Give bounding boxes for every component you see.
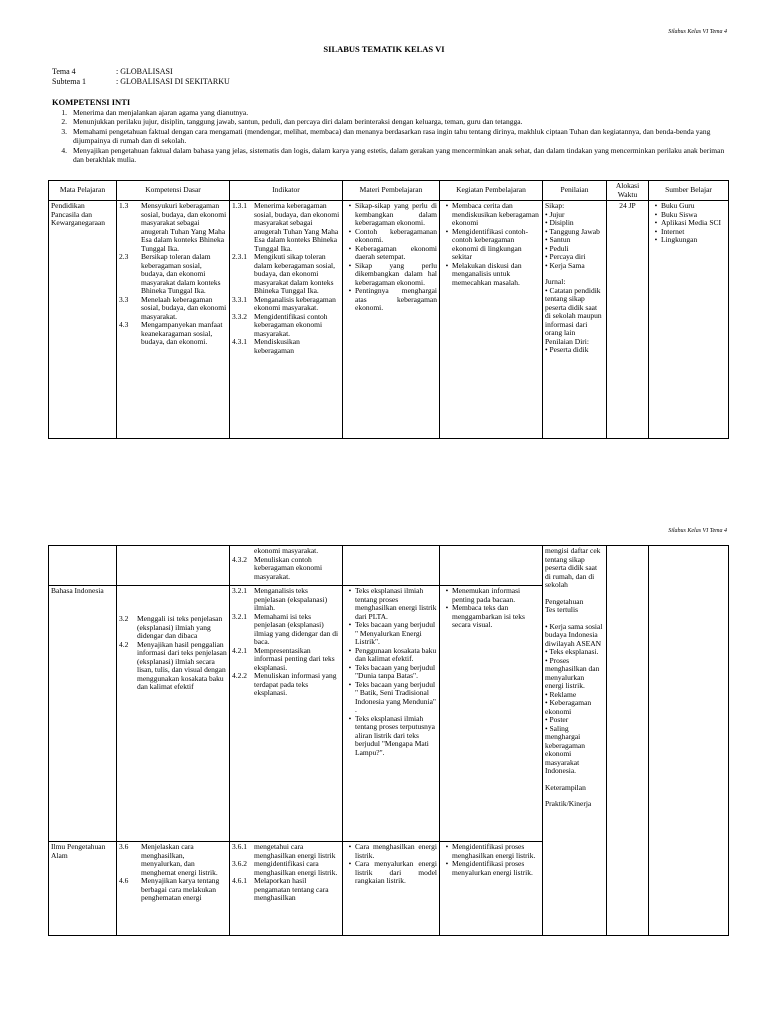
- kd-item: 3.3 Menelaah keberagaman sosial, budaya, dan ekonomi masyarakat.: [119, 294, 227, 321]
- materi-item: • Contoh keberagamanan ekonomi.: [348, 226, 437, 244]
- kd-item: 1.3 Mensyukuri keberagaman sosial, budaya, dan ekonomi masyarakat sebagai anugerah Tuhan Yang Maha Esa dalam konteks Bhineka Tunggal Ika.: [119, 201, 227, 253]
- meta-value: : GLOBALISASI: [116, 67, 173, 76]
- mapel-cell: Bahasa Indonesia: [49, 586, 117, 842]
- kd-cell: [117, 586, 230, 842]
- column-header: Kegiatan Pembelajaran: [440, 181, 543, 201]
- penilaian-cell: Sikap: • Jujur • Disiplin • Tanggung Jawab • Santun • Peduli • Percaya diri • Kerja Sama Jurnal: • Catatan pendidik tentang sikap peserta didik saat di sekolah maupun informasi dari orang lain Penilaian Diri: • Peserta didik: [543, 201, 607, 439]
- materi-item: • Cara menghasilkan energi listrik.: [348, 842, 437, 860]
- table-row: [49, 546, 729, 586]
- syllabus-table: [48, 180, 729, 439]
- kegiatan-cell: [440, 842, 543, 936]
- kd-item: 3.6 Menjelaskan cara menghasilkan, menyalurkan, dan menghemat energi listrik.: [119, 842, 218, 877]
- running-header: Silabus Kelas VI Tema 4: [668, 29, 727, 35]
- kd-cell: [117, 201, 230, 439]
- indikator-item: 4.6.1 Melaporkan hasil pengamatan tentang cara menghasilkan: [232, 876, 329, 902]
- kegiatan-item: • Mengidentifikasi contoh-contoh keberagaman ekonomi di lingkungan sekitar: [445, 226, 529, 261]
- list-item: 2. Menunjukkan perilaku jujur, disiplin, tanggung jawab, santun, peduli, dan percaya diri dalam berinteraksi dengan keluarga, teman, guru dan tetangga.: [61, 117, 523, 127]
- section-heading: KOMPETENSI INTI: [52, 97, 131, 107]
- penilaian-cell: mengisi daftar cek tentang sikap peserta didik saat di rumah, dan di sekolah Pengetahuan Tes tertulis • Kerja sama sosial budaya Indonesia diwilayah ASEAN • Teks eksplanasi. • Proses menghasilkan dan menyalurkan energi listrik. • Reklame • Keberagaman ekonomi • Poster • Saling menghargai keberagaman ekonomi masyarakat Indonesia. Keterampilan Praktik/Kinerja: [543, 546, 607, 936]
- indikator-item: 4.2.1 Mempresentasikan informasi penting dari teks eksplanasi.: [232, 645, 335, 672]
- column-header: Alokasi Waktu: [607, 181, 649, 201]
- meta-value: : GLOBALISASI DI SEKITARKU: [116, 77, 230, 86]
- indikator-cell: [230, 201, 343, 439]
- materi-cell: [343, 201, 440, 439]
- kd-cell: [117, 842, 230, 936]
- kegiatan-item: • Menemukan informasi penting pada bacaan.: [445, 586, 521, 604]
- indikator-item: 3.2.1 Menganalisis teks penjelasan (ekspalanasi) ilmiah.: [232, 586, 328, 612]
- kegiatan-item: • Melakukan diskusi dan menganalisis untuk memecahkan masalah.: [445, 260, 522, 287]
- column-header: Materi Pembelajaran: [343, 181, 440, 201]
- kd-item: 3.2 Menggali isi teks penjelasan (eksplanasi) ilmiah yang didengar dan dibaca: [119, 614, 223, 640]
- column-header: Penilaian: [543, 181, 607, 201]
- indikator-item: 3.3.1 Menganalisis keberagaman ekonomi masyarakat.: [232, 294, 336, 312]
- materi-item: • Teks eksplanasi ilmiah tentang proses menghasilkan energi listrik dari PLTA.: [348, 586, 437, 621]
- mapel-cell: Pendidikan Pancasila dan Kewarganegaraan: [49, 201, 117, 439]
- kegiatan-cell: [440, 586, 543, 842]
- indikator-item: 3.6.1 mengetahui cara menghasilkan energi listrik: [232, 842, 336, 860]
- kegiatan-item: • Mengidentifikasi proses menghasilkan energi listrik.: [445, 842, 536, 860]
- materi-item: • Sikap-sikap yang perlu di kembangkan dalam keberagaman ekonomi.: [348, 201, 437, 227]
- materi-item: • Teks eksplanasi ilmiah tentang proses terputusnya aliran listrik dari teks berjudul "Mengapa Mati Lampu?".: [348, 713, 435, 757]
- materi-cell: [343, 586, 440, 842]
- indikator-item: 4.3.1 Mendiskusikan keberagaman: [232, 337, 300, 355]
- list-item: 4. Menyajikan pengetahuan faktual dalam bahasa yang jelas, sistematis dan logis, dalam karya yang estetis, dalam gerakan yang mencerminkan anak sehat, dan dalam tindakan yang mencerminkan perilaku anak beriman dan berakhlak mulia.: [61, 145, 725, 165]
- materi-item: • Teks bacaan yang berjudul " Menyalurkan Energi Listrik".: [348, 620, 436, 646]
- indikator-item: 2.3.1 Mengikuti sikap toleran dalam keberagaman sosial, budaya, dan ekonomi masyarakat dalam konteks Bhineka Tunggal Ika.: [232, 252, 336, 295]
- column-header: Mata Pelajaran: [49, 181, 117, 201]
- materi-cell: [343, 842, 440, 936]
- indikator-cell: ekonomi masyarakat. 4.3.2 Menuliskan contoh keberagaman ekonomi masyarakat.: [230, 546, 343, 586]
- materi-item: • Sikap yang perlu dikembangkan dalam hal keberagaman ekonomi.: [348, 260, 437, 287]
- kegiatan-item: • Mengidentifikasi proses menyalurkan energi listrik.: [445, 859, 533, 877]
- table-header-row: [49, 181, 729, 201]
- materi-item: • Keberagaman ekonomi daerah setempat.: [348, 243, 437, 261]
- sumber-cell: • Buku Guru • Buku Siswa • Aplikasi Media SCI • Internet • Lingkungan: [649, 201, 729, 439]
- kegiatan-cell: [440, 201, 543, 439]
- indikator-item: 4.2.2 Menuliskan informasi yang terdapat pada teks eksplanasi.: [232, 671, 337, 697]
- theme-meta: [52, 67, 230, 87]
- kd-item: 4.6 Menyajikan karya tentang berbagai cara melakukan penghematan energi: [119, 876, 220, 902]
- meta-label: Subtema 1: [52, 77, 86, 86]
- indikator-item: 3.2.1 Memahami isi teks penjelasan (eksplanasi) ilmiag yang didengar dan di baca.: [232, 611, 339, 646]
- indikator-item: 3.6.2 mengidentifikasi cara menghasilkan energi listrik.: [232, 859, 338, 877]
- kegiatan-item: • Membaca cerita dan mendiskusikan keberagaman ekonomi: [445, 201, 539, 227]
- column-header: Kompetensi Dasar: [117, 181, 230, 201]
- indikator-item: 3.3.2 Mengidentifikasi contoh keberagaman ekonomi masyarakat.: [232, 311, 328, 338]
- column-header: Indikator: [230, 181, 343, 201]
- materi-item: • Pentingnya menghargai atas keberagaman ekonomi.: [348, 286, 437, 312]
- indikator-cell: [230, 586, 343, 842]
- page-2: [0, 512, 768, 1024]
- meta-label: Tema 4: [52, 67, 76, 76]
- list-item: 1. Menerima dan menjalankan ajaran agama yang dianutnya.: [61, 108, 249, 117]
- indikator-item: 1.3.1 Menerima keberagaman sosial, budaya, dan ekonomi masyarakat sebagai anugerah Tuhan Yang Maha Esa dalam konteks Bhineka Tunggal Ika.: [232, 201, 340, 253]
- alokasi-cell: 24 JP: [607, 201, 649, 439]
- kd-item: 4.2 Menyajikan hasil penggalian informasi dari teks penjelasan (eksplanasi) ilmiah secara lisan, tulis, dan visual dengan menggunakan kosakata baku dan kalimat efektif: [119, 639, 227, 691]
- materi-item: • Cara menyalurkan energi listrik dari model rangkaian listrik.: [348, 859, 437, 885]
- kd-item: 4.3 Mengampanyekan manfaat keanekaragaman sosial, budaya, dan ekonomi.: [119, 320, 223, 346]
- page-title: SILABUS TEMATIK KELAS VI: [323, 44, 445, 54]
- materi-item: • Teks bacaan yang berjudul " Batik, Seni Tradisional Indonesia yang Mendunia" .: [348, 679, 436, 714]
- column-header: Sumber Belajar: [649, 181, 729, 201]
- kd-item: 2.3 Bersikap toleran dalam keberagaman sosial, budaya, dan ekonomi masyarakat dalam konteks Bhineka Tunggal Ika.: [119, 252, 221, 295]
- list-item: 3. Memahami pengetahuan faktual dengan cara mengamati (mendengar, melihat, membaca) dan menanya berdasarkan rasa ingin tahu tentang dirinya, makhluk ciptaan Tuhan dan kegiatannya, dan benda-benda yang dijumpainya di rumah dan di sekolah.: [61, 126, 711, 146]
- syllabus-table-continued: [48, 545, 729, 936]
- kegiatan-item: • Membaca teks dan menggambarkan isi teks secara visual.: [445, 603, 525, 629]
- indikator-cell: [230, 842, 343, 936]
- running-header: Silabus Kelas VI Tema 4: [668, 528, 727, 534]
- materi-item: • Teks bacaan yang berjudul "Dunia tanpa Batas".: [348, 662, 436, 680]
- kompetensi-inti-list: [52, 108, 728, 164]
- mapel-cell: Ilmu Pengetahuan Alam: [49, 842, 117, 936]
- materi-item: • Penggunaan kosakata baku dan kalimat efektif.: [348, 645, 437, 663]
- table-row: [49, 201, 729, 439]
